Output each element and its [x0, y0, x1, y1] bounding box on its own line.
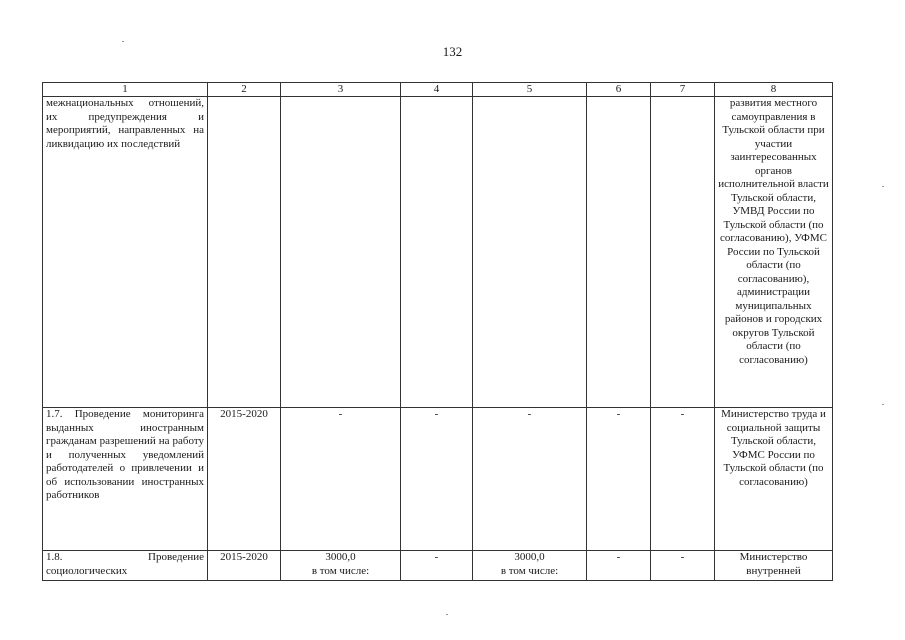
total-funding-cell: - [281, 408, 401, 551]
period-cell: 2015-2020 [208, 408, 281, 551]
scan-speck [446, 614, 448, 615]
responsible-cell: Министерство внутренней [715, 551, 833, 581]
column-header-7: 7 [651, 83, 715, 97]
regional-funding-cell [473, 551, 587, 581]
total-funding-cell [281, 97, 401, 408]
page-number: 132 [442, 44, 463, 59]
measure-name-cell: 1.7. Проведение мониторинга выданных иностранным гражданам разрешений на работу и полученных уведомлений работодателей о привлечении и об использовании иностранных работников [43, 408, 208, 551]
responsible-cell: развития местного самоуправления в Тульской области при участии заинтересованных органов исполнительной власти Тульской области, УМВД России по Тульской области (по согласованию), УФМС России по Тульской области (по согласованию), администрации муниципальных районов и городских округов Тульской области (по согласованию) [715, 97, 833, 408]
scan-speck [122, 41, 124, 42]
municipal-funding-cell: - [587, 408, 651, 551]
measure-name-cell: 1.8. Проведение социологических [43, 551, 208, 581]
extrabudget-funding-cell: - [651, 551, 715, 581]
regional-funding-cell: - [473, 408, 587, 551]
table-row [43, 97, 833, 408]
funding-amount: 3000,0 [514, 551, 545, 563]
column-header-3: 3 [281, 83, 401, 97]
federal-funding-cell: - [401, 408, 473, 551]
period-cell [208, 97, 281, 408]
extrabudget-funding-cell: - [651, 408, 715, 551]
column-header-6: 6 [587, 83, 651, 97]
total-funding-cell [281, 551, 401, 581]
measures-table [42, 82, 833, 581]
extrabudget-funding-cell [651, 97, 715, 408]
column-header-1: 1 [43, 83, 208, 97]
funding-note: в том числе: [311, 564, 370, 577]
municipal-funding-cell [587, 97, 651, 408]
column-header-4: 4 [401, 83, 473, 97]
scan-speck [882, 404, 884, 405]
period-cell: 2015-2020 [208, 551, 281, 581]
table-row [43, 551, 833, 581]
funding-amount: 3000,0 [325, 551, 356, 563]
municipal-funding-cell: - [587, 551, 651, 581]
regional-funding-cell [473, 97, 587, 408]
measure-name-cell: межнациональных отношений, их предупреждения и мероприятий, направленных на ликвидацию их последствий [43, 97, 208, 408]
funding-note: в том числе: [500, 564, 559, 577]
header-row [43, 83, 833, 97]
column-header-2: 2 [208, 83, 281, 97]
column-header-5: 5 [473, 83, 587, 97]
federal-funding-cell [401, 97, 473, 408]
scan-speck [882, 186, 884, 187]
federal-funding-cell: - [401, 551, 473, 581]
responsible-cell: Министерство труда и социальной защиты Тульской области, УФМС России по Тульской области (по согласованию) [715, 408, 833, 551]
column-header-8: 8 [715, 83, 833, 97]
table-row [43, 408, 833, 551]
